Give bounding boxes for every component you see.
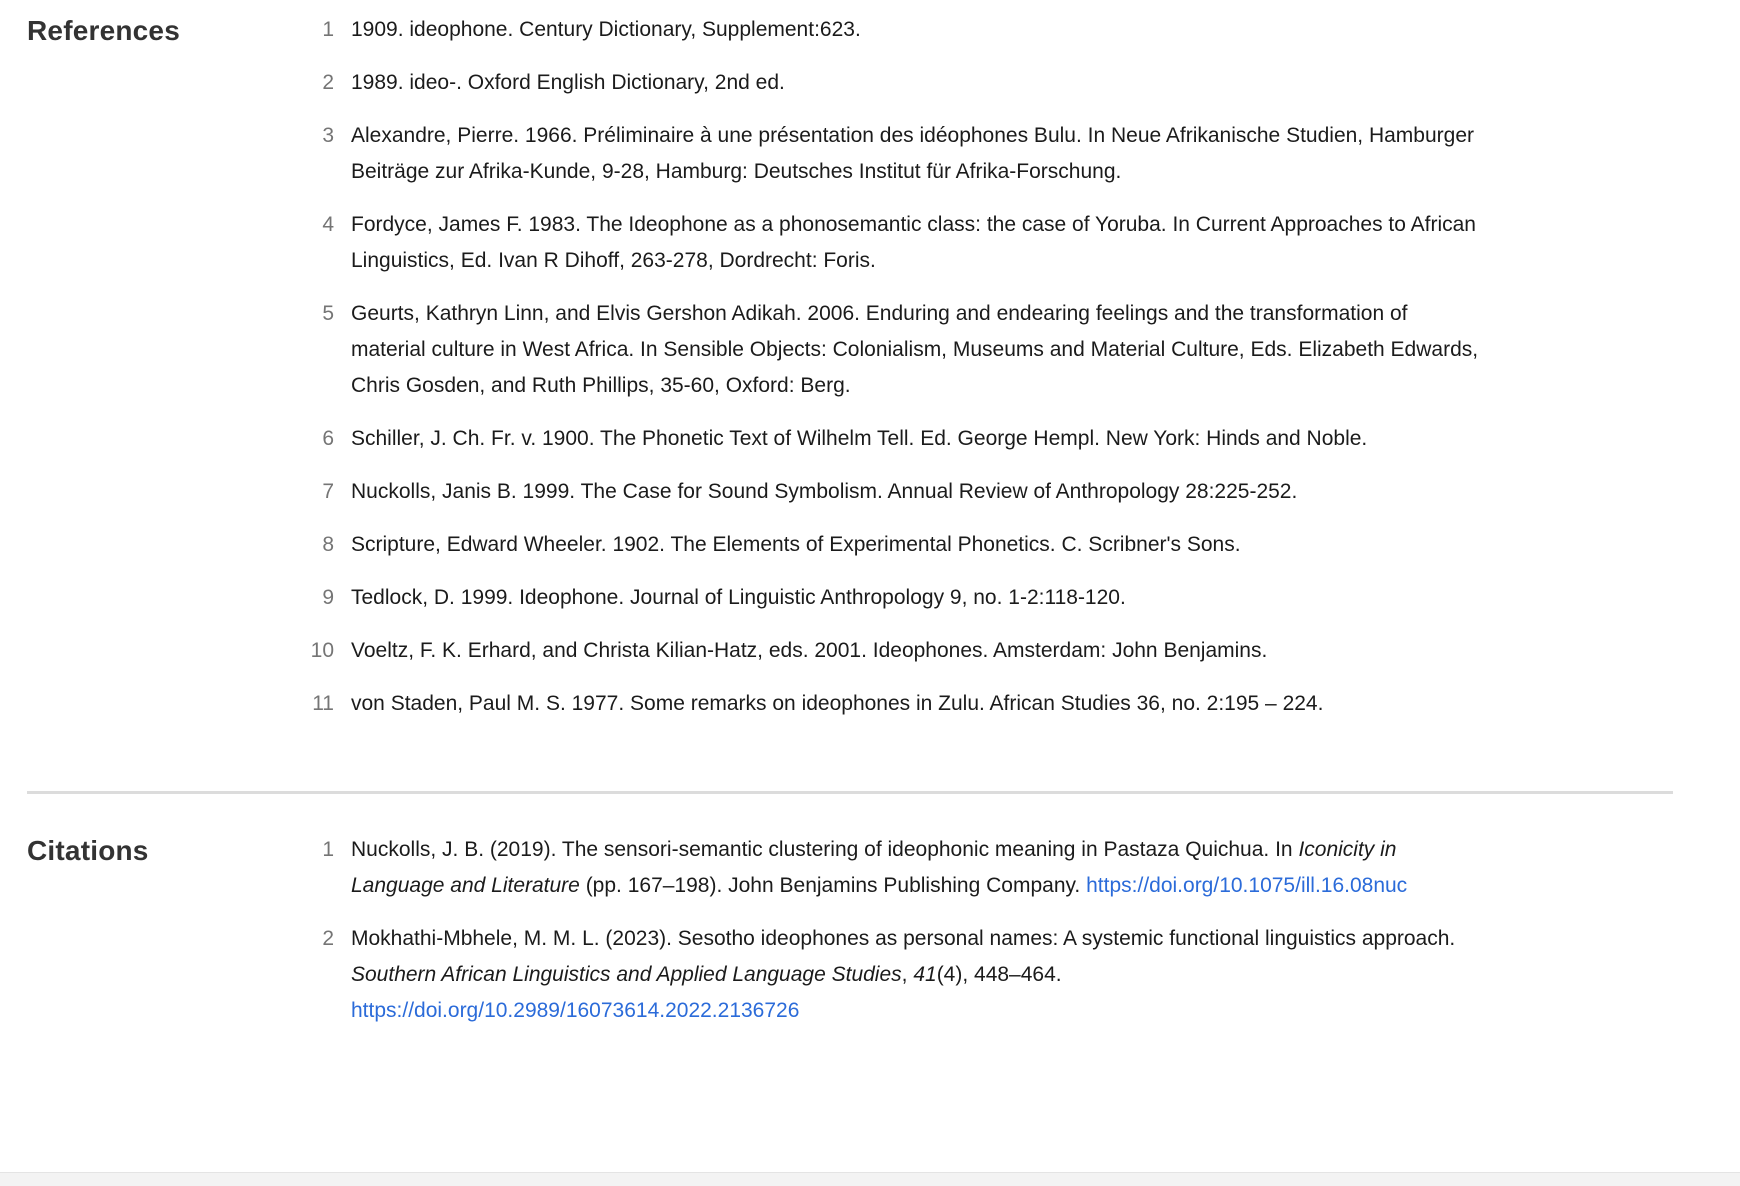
reference-number: 7 [322, 480, 334, 503]
reference-item [292, 207, 1482, 279]
reference-number: 9 [322, 586, 334, 609]
reference-text: Scripture, Edward Wheeler. 1902. The Elements of Experimental Phonetics. C. Scribner's Sons. [351, 533, 1241, 556]
doi-link[interactable]: https://doi.org/10.1075/ill.16.08nuc [1086, 874, 1408, 897]
reference-text: Mokhathi-Mbhele, M. M. L. (2023). Sesotho ideophones as personal names: A systemic functional linguistics approach. Southern African Linguistics and Applied Language Studies, 41(4), 448–464. https://doi.org/10.2989/16073614.2022.2136726 [351, 921, 1482, 1029]
section-citations [27, 832, 1700, 1046]
reference-number: 6 [322, 427, 334, 450]
reference-item [292, 421, 1482, 457]
references-list [292, 12, 1482, 739]
reference-text: von Staden, Paul M. S. 1977. Some remarks on ideophones in Zulu. African Studies 36, no. 2:195 – 224. [351, 692, 1324, 715]
section-divider [27, 791, 1673, 794]
reference-item [292, 686, 1482, 722]
reference-item [292, 118, 1482, 190]
reference-item [292, 65, 1482, 101]
reference-text: 1989. ideo-. Oxford English Dictionary, 2nd ed. [351, 71, 785, 94]
references-heading: References [27, 15, 180, 46]
reference-number: 1 [322, 18, 334, 41]
reference-item [292, 921, 1482, 1029]
reference-text: Nuckolls, Janis B. 1999. The Case for Sound Symbolism. Annual Review of Anthropology 28:225-252. [351, 480, 1298, 503]
section-references [27, 12, 1700, 739]
citations-list [292, 832, 1482, 1046]
reference-number: 1 [322, 838, 334, 861]
reference-number: 2 [322, 71, 334, 94]
citations-heading: Citations [27, 835, 149, 866]
reference-number: 4 [322, 213, 334, 236]
page-bottom-edge [0, 1172, 1740, 1186]
reference-text: Geurts, Kathryn Linn, and Elvis Gershon Adikah. 2006. Enduring and endearing feelings and the transformation of material culture in West Africa. In Sensible Objects: Colonialism, Museums and Material Culture, Eds. Elizabeth Edwards, Chris Gosden, and Ruth Phillips, 35-60, Oxford: Berg. [351, 302, 1479, 397]
reference-item [292, 296, 1482, 404]
reference-item [292, 580, 1482, 616]
reference-item [292, 832, 1482, 904]
reference-item [292, 474, 1482, 510]
reference-text: Nuckolls, J. B. (2019). The sensori-semantic clustering of ideophonic meaning in Pastaza Quichua. In Iconicity in Language and Literature (pp. 167–198). John Benjamins Publishing Company. https://doi.org/10.1075/ill.16.08nuc [351, 832, 1482, 904]
doi-link[interactable]: https://doi.org/10.2989/16073614.2022.2136726 [351, 999, 800, 1022]
reference-number: 2 [322, 927, 334, 950]
reference-text: Fordyce, James F. 1983. The Ideophone as a phonosemantic class: the case of Yoruba. In Current Approaches to African Linguistics, Ed. Ivan R Dihoff, 263-278, Dordrecht: Foris. [351, 213, 1476, 272]
reference-number: 5 [322, 302, 334, 325]
reference-number: 10 [310, 639, 334, 662]
reference-text: Tedlock, D. 1999. Ideophone. Journal of Linguistic Anthropology 9, no. 1-2:118-120. [351, 586, 1126, 609]
reference-number: 3 [322, 124, 334, 147]
reference-text: Alexandre, Pierre. 1966. Préliminaire à une présentation des idéophones Bulu. In Neue Afrikanische Studien, Hamburger Beiträge zur Afrika-Kunde, 9-28, Hamburg: Deutsches Institut für Afrika-Forschung. [351, 124, 1475, 183]
reference-item [292, 12, 1482, 48]
reference-text: 1909. ideophone. Century Dictionary, Supplement:623. [351, 18, 861, 41]
reference-item [292, 527, 1482, 563]
reference-text: Voeltz, F. K. Erhard, and Christa Kilian-Hatz, eds. 2001. Ideophones. Amsterdam: John Benjamins. [351, 639, 1268, 662]
reference-number: 11 [312, 692, 334, 715]
reference-item [292, 633, 1482, 669]
reference-text: Schiller, J. Ch. Fr. v. 1900. The Phonetic Text of Wilhelm Tell. Ed. George Hempl. New York: Hinds and Noble. [351, 427, 1368, 450]
reference-number: 8 [322, 533, 334, 556]
